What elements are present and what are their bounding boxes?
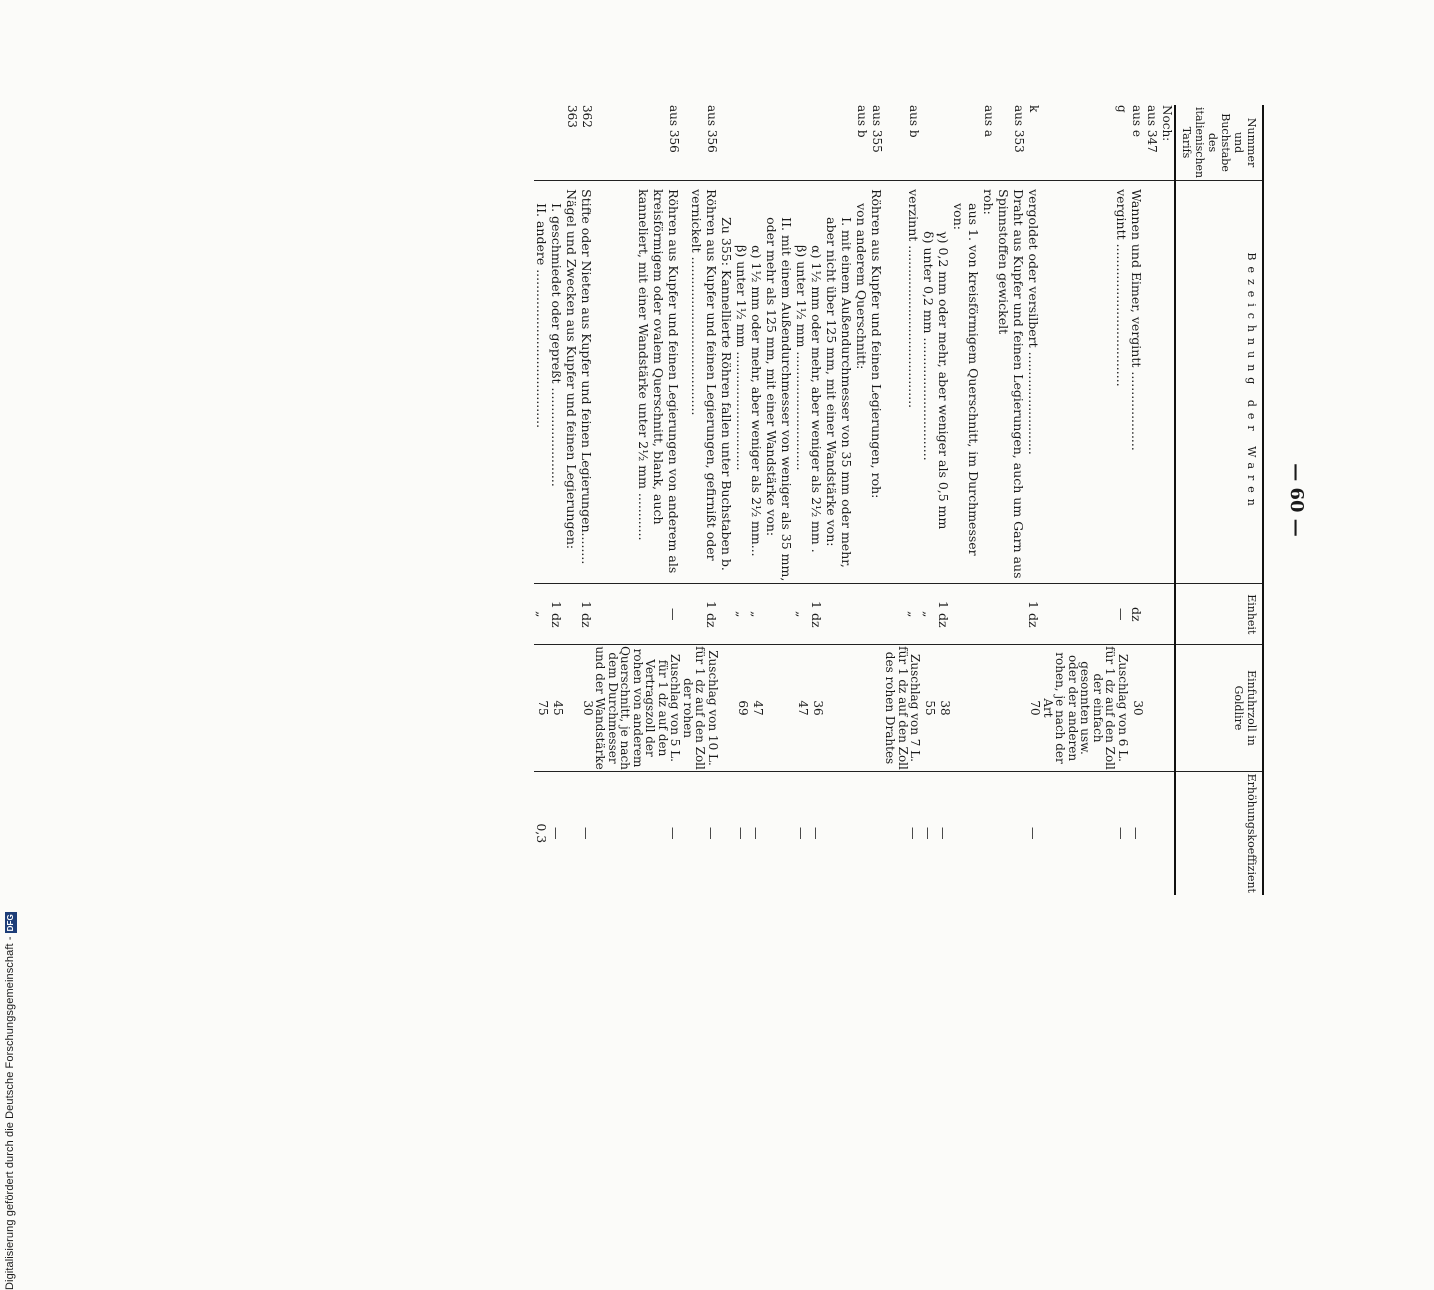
row-description: II. andere ........................................	[534, 181, 549, 584]
rotated-page	[122, 105, 1312, 895]
row-description: vergintt ....................................	[1042, 181, 1130, 584]
header-bezeichnung: Bezeichnung der Waren	[1175, 181, 1263, 584]
row-number: Noch: aus 347	[1145, 105, 1174, 153]
row-unit	[1144, 584, 1175, 645]
page-number: — 60 —	[1286, 463, 1307, 537]
row-duty	[824, 645, 854, 771]
row-coefficient: —	[749, 771, 764, 895]
row-coefficient: —	[579, 771, 594, 895]
row-description: β) unter 1½ mm ..............................	[794, 181, 809, 584]
row-coefficient: —	[884, 771, 922, 895]
row-duty: 55	[922, 645, 937, 771]
row-number	[922, 105, 937, 181]
row-duty: 36	[809, 645, 824, 771]
row-duty	[997, 645, 1027, 771]
row-coefficient	[564, 771, 579, 895]
table-row	[869, 105, 884, 895]
row-unit	[564, 584, 579, 645]
row-description: Draht aus Kupfer und feinen Legierungen, auch um Garn aus Spinnstoffen gewickelt	[997, 181, 1027, 584]
row-duty	[982, 645, 997, 771]
row-duty	[564, 645, 579, 771]
row-description	[1144, 181, 1175, 584]
row-description: α) 1½ mm oder mehr, aber weniger als 2½ mm .	[809, 181, 824, 584]
row-duty: Zuschlag von 5 L. für 1 dz auf den Vertragszoll der rohen von anderem Querschnitt, je nach dem Durchmesser und der Wandstärke	[593, 646, 683, 770]
row-unit: dz	[1129, 584, 1144, 645]
row-duty: Zuschlag von 7 L. für 1 dz auf den Zoll des rohen Drahtes	[883, 646, 923, 770]
row-number: 363	[565, 105, 579, 128]
tariff-table	[534, 105, 1264, 895]
row-description: Stifte oder Nieten aus Kupfer und feinen Legierungen........	[579, 181, 594, 584]
table-row	[682, 105, 720, 895]
row-coefficient: —	[1042, 771, 1130, 895]
table-row	[1042, 105, 1130, 895]
row-description: Röhren aus Kupfer und feinen Legierungen, gefirnißt oder vernickelt ........................................	[682, 181, 720, 584]
row-number: aus 353	[1012, 105, 1027, 153]
row-description: δ) unter 0,2 mm ...............................	[922, 181, 937, 584]
table-row	[579, 105, 594, 895]
row-duty: 45	[549, 645, 564, 771]
row-number	[937, 105, 952, 181]
row-number: aus b	[855, 105, 869, 138]
row-description: α) 1½ mm oder mehr, aber weniger als 2½ mm...	[749, 181, 764, 584]
row-duty	[764, 645, 794, 771]
table-row	[534, 105, 549, 895]
row-number: aus a	[982, 105, 997, 138]
row-description: Röhren aus Kupfer und feinen Legierungen, roh:	[869, 181, 884, 584]
row-duty: 30	[1129, 645, 1144, 771]
row-coefficient	[997, 771, 1027, 895]
row-coefficient	[869, 771, 884, 895]
row-number	[719, 105, 734, 181]
row-number	[749, 105, 764, 181]
table-row	[937, 105, 952, 895]
row-duty	[952, 645, 982, 771]
row-description: Wannen und Eimer, vergintt ....................	[1129, 181, 1144, 584]
row-unit: 1 dz	[1027, 584, 1042, 645]
row-coefficient	[952, 771, 982, 895]
table-row	[854, 105, 869, 895]
row-description: Röhren aus Kupfer und feinen Legierungen von anderem als kreisförmigem oder ovalem Querschnitt, blank, auch kanneliert, mit einer Wandstärke unter 2½ mm ............	[594, 181, 682, 584]
row-unit	[719, 584, 734, 645]
row-description: Nägel und Zwecken aus Kupfer und feinen Legierungen:	[564, 181, 579, 584]
table-row	[922, 105, 937, 895]
header-einheit: Einheit	[1175, 584, 1263, 645]
table-row	[997, 105, 1027, 895]
dfg-footer	[3, 310, 17, 1290]
row-duty: 30	[579, 645, 594, 771]
table-row	[549, 105, 564, 895]
row-coefficient: —	[1129, 771, 1144, 895]
row-unit	[764, 584, 794, 645]
row-unit: „	[749, 584, 764, 645]
row-number: g	[1115, 105, 1129, 113]
row-number	[764, 105, 794, 181]
row-description: I. mit einem Außendurchmesser von 35 mm oder mehr, aber nicht über 125 mm, mit einer Wandstärke von:	[824, 181, 854, 584]
row-coefficient: 0,3	[534, 771, 549, 895]
row-coefficient: —	[734, 771, 749, 895]
header-nummer: Nummer und Buchstabe des italienischen Tarifs	[1175, 105, 1263, 181]
row-duty: Zuschlag von 10 L. für 1 dz auf den Zoll der rohen	[681, 646, 720, 770]
table-row	[794, 105, 809, 895]
table-row	[564, 105, 579, 895]
row-unit: —	[594, 584, 682, 645]
row-description: von anderem Querschnitt:	[854, 181, 869, 584]
row-description: roh:	[982, 181, 997, 584]
row-number	[824, 105, 854, 181]
row-number: aus e	[1130, 105, 1144, 137]
row-duty: 47	[749, 645, 764, 771]
dfg-logo: DFG	[6, 914, 15, 932]
row-unit	[824, 584, 854, 645]
row-number	[809, 105, 824, 181]
row-number: aus 356	[705, 105, 719, 153]
row-description: β) unter 1½ mm ..............................	[734, 181, 749, 584]
table-row	[764, 105, 794, 895]
row-unit: 1 dz	[549, 584, 564, 645]
row-duty: 75	[534, 645, 549, 771]
row-description: Zu 355: Kannellierte Röhren fallen unter Buchstaben b.	[719, 181, 734, 584]
table-row	[1129, 105, 1144, 895]
row-unit: „	[534, 584, 549, 645]
row-duty: 38	[937, 645, 952, 771]
row-coefficient: —	[809, 771, 824, 895]
row-coefficient	[824, 771, 854, 895]
table-row	[594, 105, 682, 895]
table-row	[1027, 105, 1042, 895]
table-row	[809, 105, 824, 895]
row-unit: 1 dz	[937, 584, 952, 645]
row-coefficient: —	[549, 771, 564, 895]
row-number: aus b	[907, 105, 922, 138]
row-duty: 47	[794, 645, 809, 771]
row-unit	[982, 584, 997, 645]
table-row	[719, 105, 734, 895]
table-row	[884, 105, 922, 895]
row-number	[734, 105, 749, 181]
footer-text: Digitalisierung gefördert durch die Deutsche Forschungsgemeinschaft -	[4, 936, 16, 1290]
row-number: k	[1027, 105, 1042, 113]
row-coefficient: —	[1027, 771, 1042, 895]
row-coefficient: —	[937, 771, 952, 895]
row-unit	[952, 584, 982, 645]
row-duty: Zuschlag von 6 L. für 1 dz auf den Zoll der einfach gesonnten usw. oder der anderen rohen, je nach der Art	[1041, 646, 1130, 770]
row-description: γ) 0,2 mm oder mehr, aber weniger als 0,5 mm	[937, 181, 952, 584]
table-row	[824, 105, 854, 895]
row-coefficient	[719, 771, 734, 895]
row-description: II. mit einem Außendurchmesser von weniger als 35 mm, oder mehr als 125 mm, mit einer Wandstärke von:	[764, 181, 794, 584]
row-number	[534, 105, 549, 181]
row-duty	[869, 645, 884, 771]
row-number: aus 356	[667, 105, 682, 153]
table-row	[982, 105, 997, 895]
row-description: verzinnt .........................................	[884, 181, 922, 584]
row-duty: 70	[1027, 645, 1042, 771]
row-coefficient: —	[594, 771, 682, 895]
row-duty: 69	[734, 645, 749, 771]
row-unit	[854, 584, 869, 645]
row-unit: —	[1042, 584, 1130, 645]
row-description: vergoldet oder versilbert ..........................	[1027, 181, 1042, 584]
row-number: 362	[580, 105, 594, 128]
row-unit	[869, 584, 884, 645]
table-body	[534, 105, 1175, 895]
row-duty	[854, 645, 869, 771]
row-unit: „	[734, 584, 749, 645]
table-row	[1144, 105, 1175, 895]
row-number	[794, 105, 809, 181]
row-number: aus 355	[870, 105, 884, 153]
row-coefficient	[854, 771, 869, 895]
row-unit	[997, 584, 1027, 645]
header-zoll: Einfuhrzoll in Goldlire	[1175, 645, 1263, 771]
row-number	[952, 105, 982, 181]
row-unit: „	[794, 584, 809, 645]
row-unit: 1 dz	[579, 584, 594, 645]
row-duty	[1144, 645, 1175, 771]
table-row	[749, 105, 764, 895]
row-coefficient	[1144, 771, 1175, 895]
table-row	[952, 105, 982, 895]
row-coefficient	[764, 771, 794, 895]
row-coefficient: —	[922, 771, 937, 895]
row-coefficient	[982, 771, 997, 895]
row-coefficient: —	[682, 771, 720, 895]
row-coefficient: —	[794, 771, 809, 895]
row-unit: „	[922, 584, 937, 645]
row-description: I. geschmiedet oder gepreßt .........................	[549, 181, 564, 584]
row-unit: „	[884, 584, 922, 645]
row-unit: 1 dz	[682, 584, 720, 645]
row-description: aus 1. von kreisförmigem Querschnitt, im Durchmesser von:	[952, 181, 982, 584]
page-content	[122, 105, 1312, 895]
row-unit: 1 dz	[809, 584, 824, 645]
table-row	[734, 105, 749, 895]
header-koeffizient: Erhöhungskoeffizient	[1175, 771, 1263, 895]
row-duty	[719, 645, 734, 771]
row-number	[549, 105, 564, 181]
